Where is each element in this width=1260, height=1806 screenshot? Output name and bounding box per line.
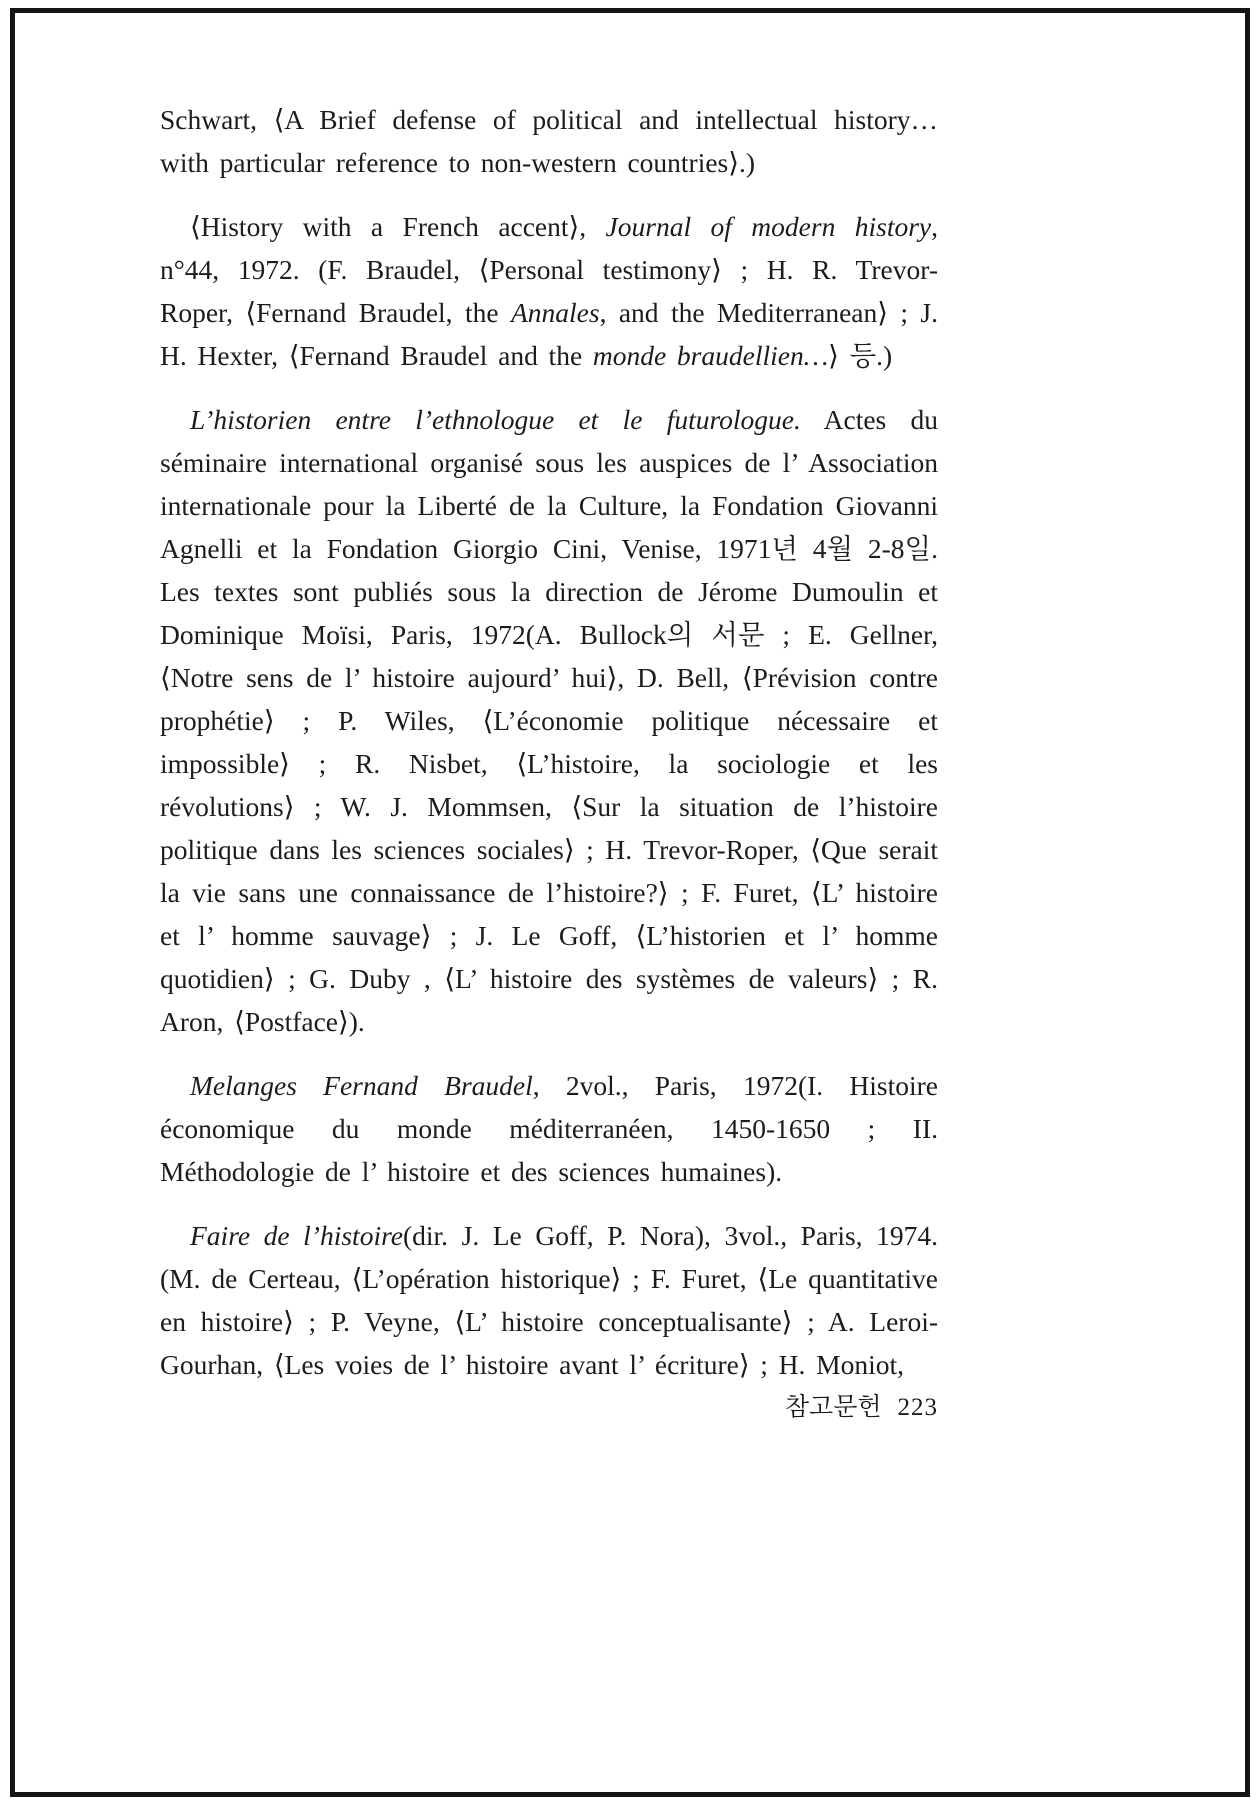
entry-faire-de-lhistoire [160, 1214, 938, 1386]
entry-melanges-fernand-braudel [160, 1064, 938, 1193]
text-run: ⟨History with a French accent⟩, [190, 211, 606, 242]
italic-title-text: Faire de l’histoire [190, 1220, 403, 1251]
text-run: (dir. J. Le Goff, P. Nora), 3vol., Paris, 1974. (M. de Certeau, ⟨L’opération historique⟩ ; F. Furet, ⟨Le quantitative en histoire⟩ ; P. Veyne, ⟨L’ histoire conceptualisante⟩ ; A. Leroi-Gourhan, ⟨Les voies de l’ histoire avant l’ écriture⟩ ; H. Moniot, [160, 1220, 938, 1380]
entry-lhistorien-ethnologue-futurologue [160, 398, 938, 1043]
page-footer [160, 1392, 938, 1424]
bibliography-text [160, 98, 938, 1407]
italic-title-text: Annales [510, 297, 600, 328]
italic-title-text: Melanges Fernand Braudel [190, 1070, 533, 1101]
entry-schwart-continuation [160, 98, 938, 184]
text-run: , 2vol., Paris, 1972(I. Histoire économique du monde méditerranéen, 1450-1650 ; II. Méthodologie de l’ histoire et des sciences humaines). [160, 1070, 938, 1187]
text-run: ⟩ 등.) [828, 340, 893, 371]
italic-title-text: L’historien entre l’ethnologue et le futurologue. [190, 404, 801, 435]
entry-history-french-accent [160, 205, 938, 377]
italic-title-text: Journal of modern history [605, 211, 932, 242]
text-run: , and the Mediterranean⟩ ; J. H. Hexter, ⟨Fernand Braudel and the [160, 297, 939, 371]
text-run: Actes du séminaire international organisé sous les auspices de l’ Association internationale pour la Liberté de la Culture, la Fondation Giovanni Agnelli et la Fondation Giorgio Cini, Venise, 1971년 4월 2-8일. Les textes sont publiés sous la direction de Jérome Dumoulin et Dominique Moïsi, Paris, 1972(A. Bullock의 서문 ; E. Gellner, ⟨Notre sens de l’ histoire aujourd’ hui⟩, D. Bell, ⟨Prévision contre prophétie⟩ ; P. Wiles, ⟨L’économie politique nécessaire et impossible⟩ ; R. Nisbet, ⟨L’histoire, la sociologie et les révolutions⟩ ; W. J. Mommsen, ⟨Sur la situation de l’histoire politique dans les sciences sociales⟩ ; H. Trevor-Roper, ⟨Que serait la vie sans une connaissance de l’histoire?⟩ ; F. Furet, ⟨L’ histoire et l’ homme sauvage⟩ ; J. Le Goff, ⟨L’historien et l’ homme quotidien⟩ ; G. Duby , ⟨L’ histoire des systèmes de valeurs⟩ ; R. Aron, ⟨Postface⟩). [160, 404, 939, 1037]
text-run: , n°44, 1972. (F. Braudel, ⟨Personal testimony⟩ ; H. R. Trevor-Roper, ⟨Fernand Braudel, the [160, 211, 938, 328]
footer-page-number: 223 [897, 1394, 938, 1421]
footer-section-label: 참고문헌 [784, 1394, 882, 1421]
italic-title-text: monde braudellien… [592, 340, 829, 371]
text-run: Schwart, ⟨A Brief defense of political and intellectual history… with particular reference to non-western countries⟩.) [160, 104, 938, 178]
